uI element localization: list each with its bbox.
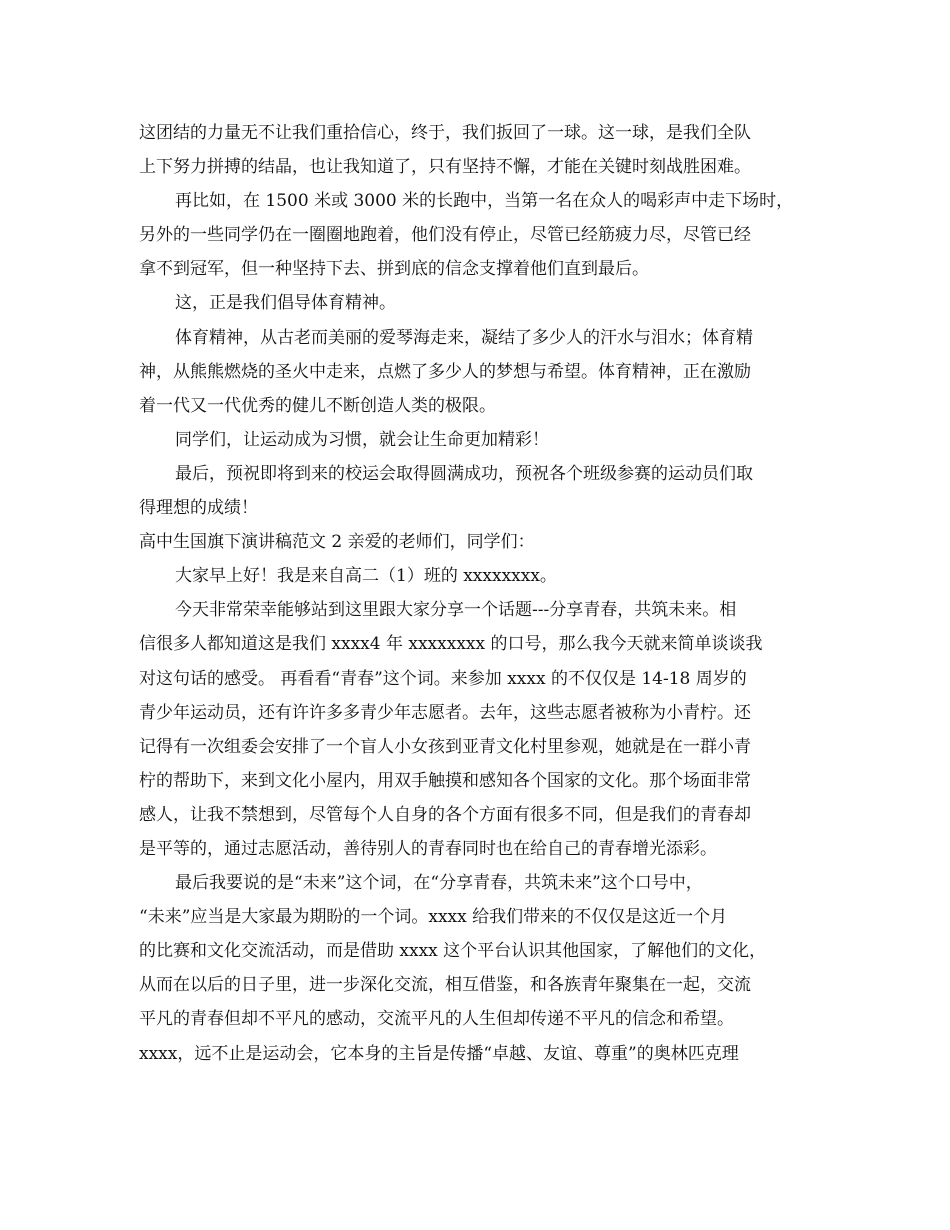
text-line: 上下努力拼搏的结晶，也让我知道了，只有坚持不懈，才能在关键时刻战胜困难。	[139, 157, 751, 178]
paragraph-start-line: 同学们，让运动成为习惯，就会让生命更加精彩！	[175, 429, 549, 450]
paragraph-start-line: 最后，预祝即将到来的校运会取得圆满成功，预祝各个班级参赛的运动员们取	[175, 463, 753, 484]
paragraph-start-line: 体育精神，从古老而美丽的爱琴海走来，凝结了多少人的汗水与泪水；体育精	[175, 327, 753, 348]
text-line: 记得有一次组委会安排了一个盲人小女孩到亚青文化村里参观，她就是在一群小青	[139, 736, 751, 757]
text-line: 的比赛和文化交流活动，而是借助 xxxx 这个平台认识其他国家，了解他们的文化，	[139, 941, 767, 962]
text-line: 着一代又一代优秀的健儿不断创造人类的极限。	[139, 395, 496, 416]
paragraph-start-line: 今天非常荣幸能够站到这里跟大家分享一个话题---分享青春，共筑未来。相	[175, 600, 737, 621]
paragraph-start-line: 最后我要说的是“未来”这个词，在“分享青春，共筑未来”这个口号中，	[175, 873, 703, 894]
paragraph-start-line: 这，正是我们倡导体育精神。	[175, 293, 396, 314]
text-line: 对这句话的感受。 再看看“青春”这个词。来参加 xxxx 的不仅仅是 14-18 周岁的	[139, 668, 747, 689]
text-line: 另外的一些同学仍在一圈圈地跑着，他们没有停止，尽管已经筋疲力尽，尽管已经	[139, 225, 751, 246]
document-body	[139, 116, 825, 1071]
paragraph-start-line: 再比如，在 1500 米或 3000 米的长跑中，当第一名在众人的喝彩声中走下场时，	[175, 191, 794, 212]
text-line: 从而在以后的日子里，进一步深化交流，相互借鉴，和各族青年聚集在一起，交流	[139, 975, 751, 996]
text-line: 平凡的青春但却不平凡的感动，交流平凡的人生但却传递不平凡的信念和希望。	[139, 1009, 734, 1030]
text-line: 拿不到冠军，但一种坚持下去、拼到底的信念支撑着他们直到最后。	[139, 259, 649, 280]
text-line: 神，从熊熊燃烧的圣火中走来，点燃了多少人的梦想与希望。体育精神，正在激励	[139, 361, 751, 382]
text-line: 信很多人都知道这是我们 xxxx4 年 xxxxxxxx 的口号，那么我今天就来简单谈谈我	[139, 634, 763, 655]
text-line: 得理想的成绩！	[139, 498, 258, 519]
text-line: 这团结的力量无不让我们重拾信心，终于，我们扳回了一球。这一球，是我们全队	[139, 123, 751, 143]
text-line: xxxx，远不止是运动会，它本身的主旨是传播“卓越、友谊、尊重”的奥林匹克理	[139, 1043, 739, 1064]
text-line: 是平等的，通过志愿活动，善待别人的青春同时也在给自己的青春增光添彩。	[139, 838, 717, 859]
text-line: 柠的帮助下，来到文化小屋内，用双手触摸和感知各个国家的文化。那个场面非常	[139, 770, 751, 791]
paragraph-start-line: 大家早上好！我是来自高二（1）班的 xxxxxxxx。	[175, 566, 557, 587]
text-line: “未来”应当是大家最为期盼的一个词。xxxx 给我们带来的不仅仅是这近一个月	[139, 907, 728, 928]
text-line: 感人，让我不禁想到，尽管每个人自身的各个方面有很多不同，但是我们的青春却	[139, 804, 751, 825]
text-line: 青少年运动员，还有许许多多青少年志愿者。去年，这些志愿者被称为小青柠。还	[139, 702, 751, 723]
section-heading-line: 高中生国旗下演讲稿范文 2 亲爱的老师们，同学们：	[139, 532, 535, 553]
